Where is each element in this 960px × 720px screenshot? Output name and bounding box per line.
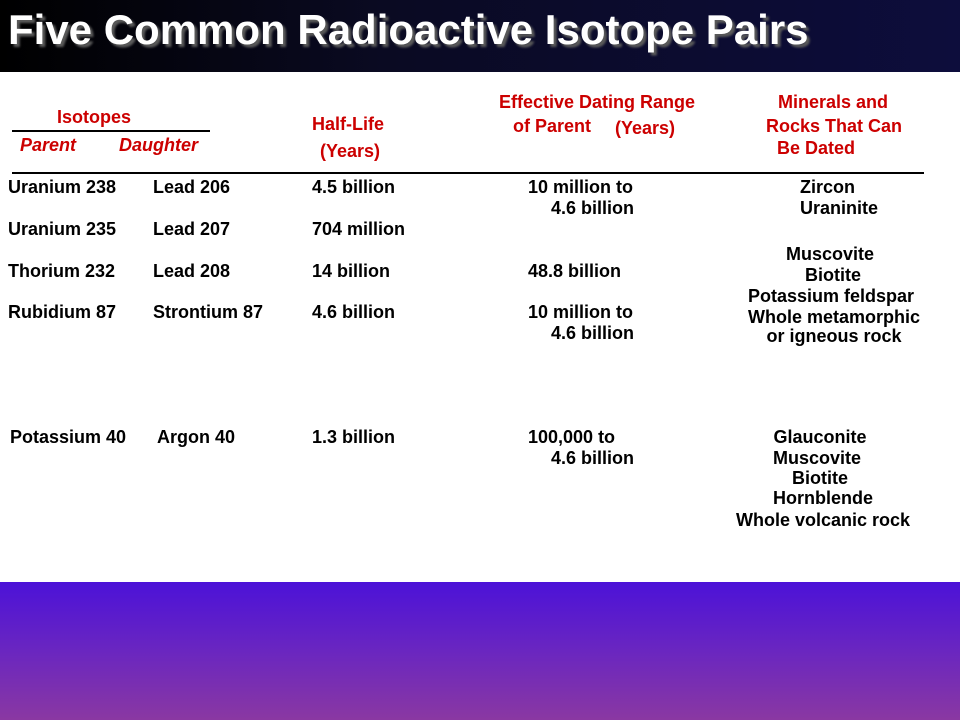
dating-range-line2: 4.6 billion [551, 198, 635, 218]
dating-range-line2: 4.6 billion [551, 323, 635, 343]
parent-isotope: Thorium 232 [8, 261, 116, 281]
mineral-item: or igneous rock [766, 326, 902, 346]
header-daughter: Daughter [119, 135, 199, 155]
half-life-value: 704 million [312, 219, 406, 239]
mineral-item: Zircon [800, 177, 856, 197]
isotope-table [0, 72, 960, 582]
parent-isotope: Potassium 40 [10, 427, 127, 447]
half-life-value: 1.3 billion [312, 427, 396, 447]
header-minerals-line1: Minerals and [777, 92, 889, 112]
daughter-isotope: Lead 208 [153, 261, 231, 281]
dating-range-line1: 100,000 to [528, 427, 616, 447]
header-dating-range-unit: (Years) [615, 118, 676, 138]
parent-isotope: Rubidium 87 [8, 302, 117, 322]
mineral-item: Hornblende [772, 488, 874, 508]
footer-gradient-band [0, 582, 960, 720]
mineral-item: Biotite [805, 265, 861, 285]
title-bar [0, 0, 960, 72]
dating-range-line2: 4.6 billion [551, 448, 635, 468]
header-half-life: Half-Life [312, 114, 384, 134]
mineral-item: Uraninite [800, 198, 879, 218]
dating-range-line1: 48.8 billion [528, 261, 622, 281]
mineral-item: Muscovite [785, 244, 875, 264]
parent-isotope: Uranium 235 [8, 219, 117, 239]
header-divider [12, 172, 924, 174]
mineral-item: Potassium feldspar [747, 286, 915, 306]
mineral-item: Whole volcanic rock [735, 510, 911, 530]
mineral-item: Whole metamorphic [747, 307, 921, 327]
header-isotopes: Isotopes [57, 107, 132, 127]
header-dating-range-parent: of Parent [513, 116, 592, 136]
header-parent: Parent [20, 135, 77, 155]
mineral-item: Muscovite [772, 448, 862, 468]
daughter-isotope: Lead 207 [153, 219, 231, 239]
header-minerals-line3: Be Dated [776, 138, 856, 158]
dating-range-line1: 10 million to [528, 302, 634, 322]
daughter-isotope: Strontium 87 [153, 302, 264, 322]
parent-isotope: Uranium 238 [8, 177, 117, 197]
header-half-life-unit: (Years) [319, 141, 381, 161]
slide-title: Five Common Radioactive Isotope Pairs [8, 6, 809, 53]
header-minerals-line2: Rocks That Can [765, 116, 903, 136]
header-isotopes-underline [12, 130, 210, 132]
mineral-item: Biotite [792, 468, 848, 488]
daughter-isotope: Argon 40 [157, 427, 236, 447]
half-life-value: 4.5 billion [312, 177, 396, 197]
half-life-value: 4.6 billion [312, 302, 396, 322]
dating-range-line1: 10 million to [528, 177, 634, 197]
header-dating-range: Effective Dating Range [498, 92, 696, 112]
half-life-value: 14 billion [312, 261, 391, 281]
daughter-isotope: Lead 206 [153, 177, 231, 197]
mineral-item: Glauconite [773, 427, 867, 447]
